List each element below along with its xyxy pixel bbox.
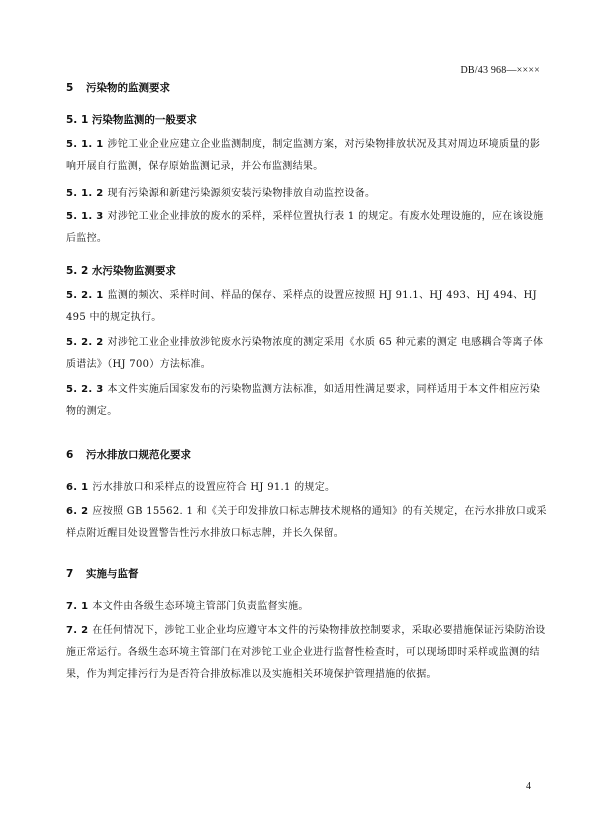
clause-5-1-2	[66, 183, 550, 205]
section-title: 污染物的监测要求	[86, 82, 170, 94]
clause-text: 对涉铊工业企业排放涉铊废水污染物浓度的测定采用《水质 65 种元素的测定 电感耦合等离子体质谱法》（HJ 700）方法标准。	[66, 337, 544, 370]
clause-number: 6. 2	[66, 506, 89, 517]
clause-number: 5. 2. 3	[66, 384, 104, 395]
section-title: 污染物监测的一般要求	[91, 114, 197, 126]
clause-number: 6. 1	[66, 482, 89, 493]
section-number: 5. 2	[66, 265, 89, 277]
clause-5-2-3	[66, 379, 550, 423]
clause-text: 污水排放口和采样点的设置应符合 HJ 91.1 的规定。	[92, 482, 336, 493]
clause-7-1	[66, 596, 550, 618]
clause-number: 5. 1. 3	[66, 211, 104, 222]
section-5-2-heading	[66, 263, 176, 278]
section-5-heading	[66, 80, 170, 95]
clause-5-1-3	[66, 206, 550, 250]
document-id: DB/43 968—××××	[460, 65, 540, 76]
clause-6-1	[66, 477, 550, 499]
clause-text: 本文件实施后国家发布的污染物监测方法标准，如适用性满足要求，同样适用于本文件相应污染物的测定。	[66, 384, 541, 417]
clause-5-2-2	[66, 332, 550, 376]
clause-5-2-1	[66, 285, 550, 329]
section-6-heading	[66, 447, 191, 462]
clause-text: 本文件由各级生态环境主管部门负责监督实施。	[92, 601, 309, 612]
clause-5-1-1	[66, 134, 550, 178]
section-number: 7	[66, 568, 74, 580]
section-title: 实施与监督	[86, 568, 139, 580]
clause-text: 在任何情况下，涉铊工业企业均应遵守本文件的污染物排放控制要求，采取必要措施保证污染防治设施正常运行。各级生态环境主管部门在对涉铊工业企业进行监督性检查时，可以现场即时采样或监测的结果，作为判定排污行为是否符合排放标准以及实施相关环境保护管理措施的依据。	[66, 625, 546, 680]
clause-number: 7. 2	[66, 625, 89, 636]
clause-number: 7. 1	[66, 601, 89, 612]
section-title: 污水排放口规范化要求	[86, 449, 191, 461]
section-number: 5	[66, 82, 74, 94]
clause-7-2	[66, 620, 550, 686]
clause-number: 5. 2. 1	[66, 290, 104, 301]
clause-text: 对涉铊工业企业排放的废水的采样，采样位置执行表 1 的规定。有废水处理设施的，应在该设施后监控。	[66, 211, 544, 244]
clause-text: 应按照 GB 15562. 1 和《关于印发排放口标志牌技术规格的通知》的有关规定，在污水排放口或采样点附近醒目处设置警告性污水排放口标志牌，并长久保留。	[66, 506, 547, 539]
clause-number: 5. 1. 1	[66, 139, 104, 150]
section-7-heading	[66, 566, 139, 581]
clause-number: 5. 1. 2	[66, 188, 104, 199]
clause-6-2	[66, 501, 550, 545]
clause-text: 涉铊工业企业应建立企业监测制度，制定监测方案，对污染物排放状况及其对周边环境质量的影响开展自行监测，保存原始监测记录，并公布监测结果。	[66, 139, 541, 172]
clause-text: 现有污染源和新建污染源须安装污染物排放自动监控设备。	[107, 188, 376, 199]
page-number: 4	[526, 781, 531, 792]
section-title: 水污染物监测要求	[91, 265, 176, 277]
section-5-1-heading	[66, 112, 197, 127]
clause-number: 5. 2. 2	[66, 337, 104, 348]
section-number: 5. 1	[66, 114, 89, 126]
section-number: 6	[66, 449, 74, 461]
clause-text: 监测的频次、采样时间、样品的保存、采样点的设置应按照 HJ 91.1、HJ 493、HJ 494、HJ 495 中的规定执行。	[66, 290, 537, 323]
